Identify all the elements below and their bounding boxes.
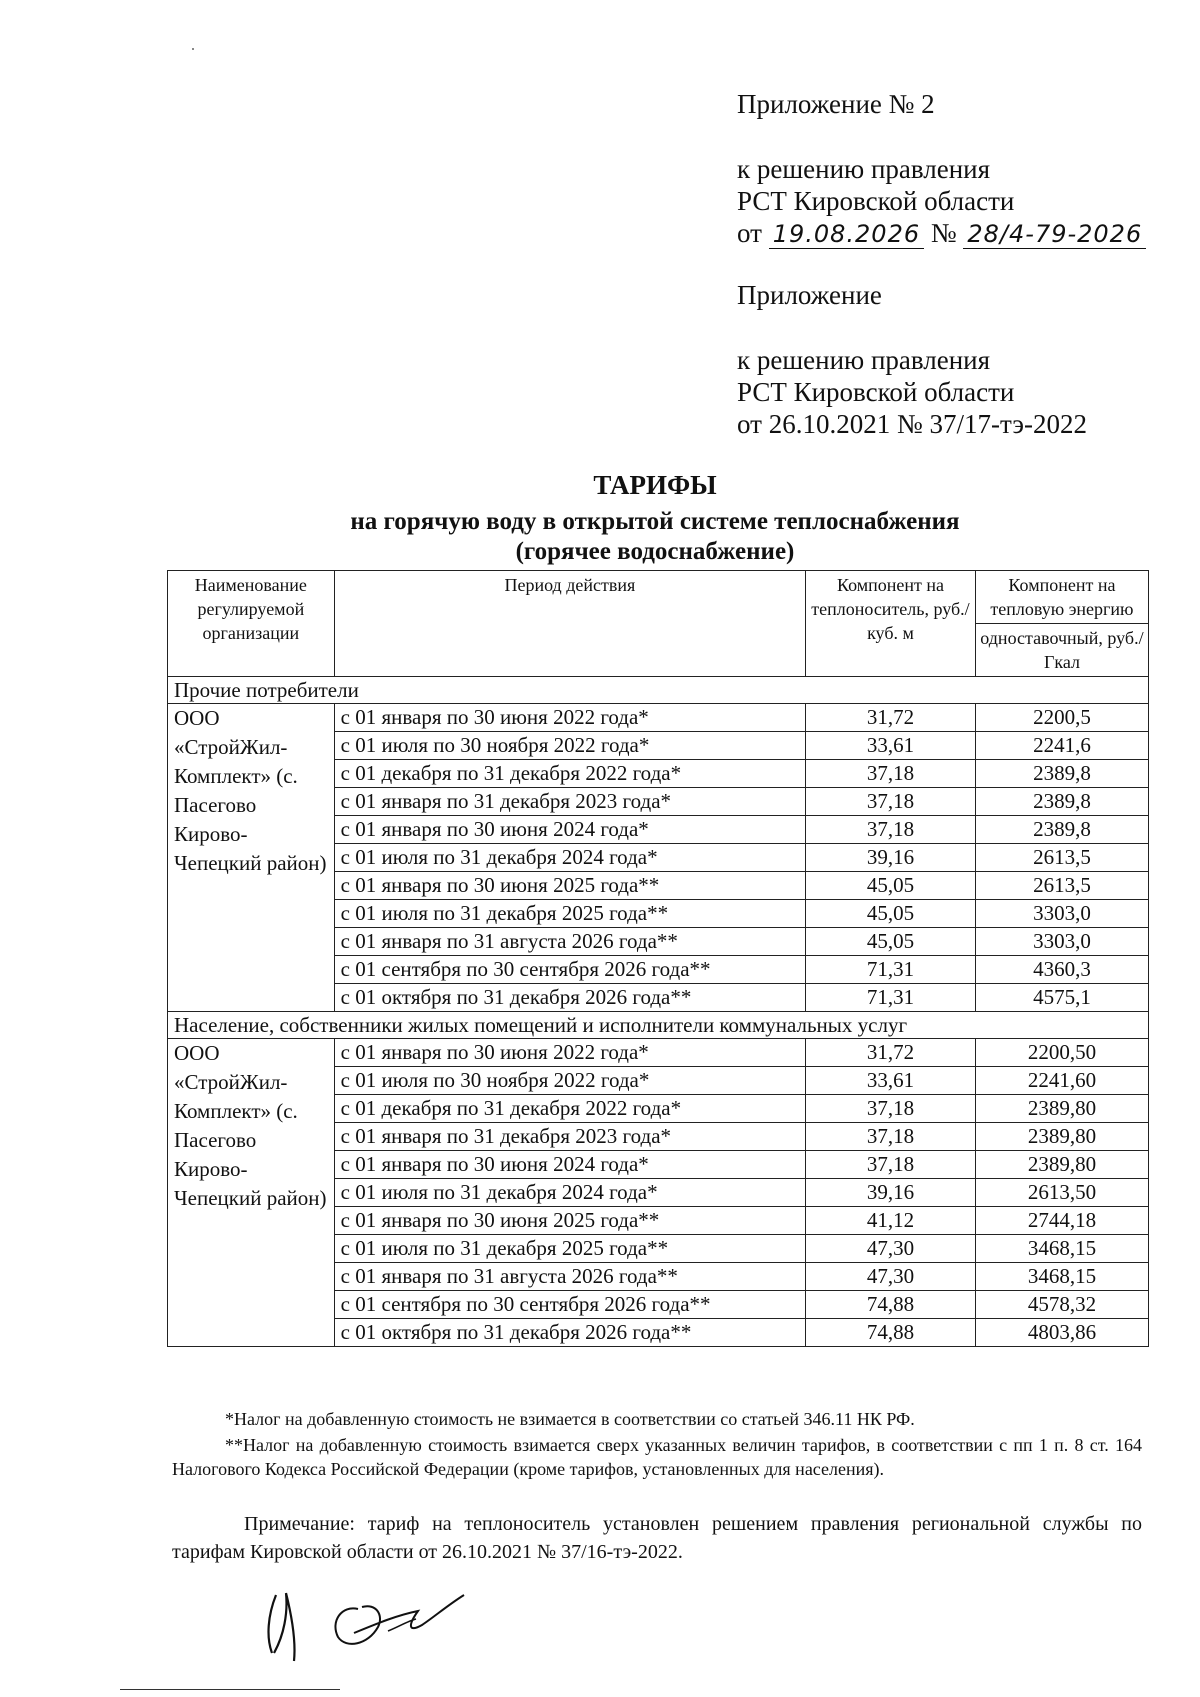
annex-original-line2: РСТ Кировской области	[737, 377, 1015, 407]
period-cell: с 01 января по 30 июня 2022 года*	[334, 1039, 805, 1067]
carrier-cell: 74,88	[806, 1319, 976, 1347]
header-org: Наименование регулируемой организации	[168, 571, 335, 677]
energy-cell: 4803,86	[975, 1319, 1148, 1347]
energy-cell: 2389,8	[975, 816, 1148, 844]
carrier-cell: 33,61	[806, 1067, 976, 1095]
table-row	[168, 704, 1149, 732]
period-cell: с 01 июля по 31 декабря 2024 года*	[334, 844, 805, 872]
annex-current-block	[737, 88, 1146, 249]
carrier-cell: 45,05	[806, 928, 976, 956]
period-cell: с 01 января по 31 августа 2026 года**	[334, 1263, 805, 1291]
energy-cell: 2389,80	[975, 1151, 1148, 1179]
period-cell: с 01 января по 31 декабря 2023 года*	[334, 788, 805, 816]
annex-original-title: Приложение	[737, 280, 882, 310]
period-cell: с 01 сентября по 30 сентября 2026 года**	[334, 956, 805, 984]
energy-cell: 4575,1	[975, 984, 1148, 1012]
annex-current-handwritten-number: 28/4-79-2026	[963, 220, 1146, 249]
energy-cell: 2613,50	[975, 1179, 1148, 1207]
energy-cell: 4578,32	[975, 1291, 1148, 1319]
group-label: Прочие потребители	[168, 677, 1149, 704]
carrier-cell: 33,61	[806, 732, 976, 760]
carrier-cell: 71,31	[806, 984, 976, 1012]
period-cell: с 01 июля по 31 декабря 2025 года**	[334, 1235, 805, 1263]
document-subtitle-1: на горячую воду в открытой системе теплоснабжения	[350, 508, 960, 535]
group-row	[168, 677, 1149, 704]
annex-current-line2: РСТ Кировской области	[737, 186, 1015, 216]
header-period: Период действия	[334, 571, 805, 677]
footnote-2: **Налог на добавленную стоимость взимается сверх указанных величин тарифов, в соответствии с пп 1 п. 8 ст. 164 Налогового Кодекса Российской Федерации (кроме тарифов, установленных для населения).	[172, 1435, 1142, 1479]
period-cell: с 01 июля по 31 декабря 2025 года**	[334, 900, 805, 928]
annex-original-line3: от 26.10.2021 № 37/17-тэ-2022	[737, 409, 1087, 439]
period-cell: с 01 октября по 31 декабря 2026 года**	[334, 1319, 805, 1347]
table-row	[168, 1039, 1149, 1067]
energy-cell: 2744,18	[975, 1207, 1148, 1235]
carrier-cell: 37,18	[806, 788, 976, 816]
annex-current-from-label: от	[737, 218, 762, 248]
carrier-cell: 37,18	[806, 1123, 976, 1151]
energy-cell: 2613,5	[975, 844, 1148, 872]
group-label: Население, собственники жилых помещений и исполнители коммунальных услуг	[168, 1012, 1149, 1039]
carrier-cell: 71,31	[806, 956, 976, 984]
carrier-cell: 37,18	[806, 760, 976, 788]
carrier-cell: 37,18	[806, 1151, 976, 1179]
period-cell: с 01 декабря по 31 декабря 2022 года*	[334, 760, 805, 788]
tariff-table	[167, 570, 1149, 1347]
energy-cell: 2389,8	[975, 760, 1148, 788]
energy-cell: 4360,3	[975, 956, 1148, 984]
period-cell: с 01 декабря по 31 декабря 2022 года*	[334, 1095, 805, 1123]
annex-current-handwritten-date: 19.08.2026	[769, 220, 924, 249]
header-energy-sub: одноставочный, руб./Гкал	[975, 624, 1148, 677]
energy-cell: 2389,80	[975, 1123, 1148, 1151]
period-cell: с 01 июля по 30 ноября 2022 года*	[334, 1067, 805, 1095]
period-cell: с 01 января по 31 декабря 2023 года*	[334, 1123, 805, 1151]
org-name: ООО «СтройЖил-Комплект» (с. Пасегово Кирово-Чепецкий район)	[168, 1039, 335, 1347]
table-header-row	[168, 571, 1149, 624]
period-cell: с 01 октября по 31 декабря 2026 года**	[334, 984, 805, 1012]
bottom-rule	[120, 1689, 340, 1690]
carrier-cell: 31,72	[806, 704, 976, 732]
document-subtitle-2: (горячее водоснабжение)	[515, 538, 795, 565]
carrier-cell: 39,16	[806, 1179, 976, 1207]
energy-cell: 3303,0	[975, 900, 1148, 928]
period-cell: с 01 января по 31 августа 2026 года**	[334, 928, 805, 956]
annex-current-line1: к решению правления	[737, 154, 991, 184]
energy-cell: 2389,80	[975, 1095, 1148, 1123]
energy-cell: 2241,6	[975, 732, 1148, 760]
carrier-cell: 47,30	[806, 1263, 976, 1291]
footnote-1: *Налог на добавленную стоимость не взимается в соответствии со статьей 346.11 НК РФ.	[225, 1409, 915, 1429]
period-cell: с 01 сентября по 30 сентября 2026 года**	[334, 1291, 805, 1319]
header-carrier: Компонент на теплоноситель, руб./куб. м	[806, 571, 976, 677]
annex-current-no-label: №	[930, 218, 957, 248]
carrier-cell: 37,18	[806, 1095, 976, 1123]
period-cell: с 01 января по 30 июня 2025 года**	[334, 872, 805, 900]
carrier-cell: 45,05	[806, 872, 976, 900]
energy-cell: 2200,50	[975, 1039, 1148, 1067]
period-cell: с 01 января по 30 июня 2022 года*	[334, 704, 805, 732]
group-row	[168, 1012, 1149, 1039]
carrier-cell: 45,05	[806, 900, 976, 928]
energy-cell: 3468,15	[975, 1235, 1148, 1263]
org-name: ООО «СтройЖил-Комплект» (с. Пасегово Кирово-Чепецкий район)	[168, 704, 335, 1012]
period-cell: с 01 января по 30 июня 2024 года*	[334, 816, 805, 844]
period-cell: с 01 января по 30 июня 2024 года*	[334, 1151, 805, 1179]
energy-cell: 3468,15	[975, 1263, 1148, 1291]
energy-cell: 3303,0	[975, 928, 1148, 956]
carrier-cell: 41,12	[806, 1207, 976, 1235]
carrier-cell: 37,18	[806, 816, 976, 844]
annex-current-title: Приложение № 2	[737, 89, 935, 119]
energy-cell: 2389,8	[975, 788, 1148, 816]
carrier-cell: 39,16	[806, 844, 976, 872]
energy-cell: 2613,5	[975, 872, 1148, 900]
period-cell: с 01 июля по 30 ноября 2022 года*	[334, 732, 805, 760]
scan-speck	[192, 48, 194, 50]
header-energy: Компонент на тепловую энергию	[975, 571, 1148, 624]
note-remark: Примечание: тариф на теплоноситель установлен решением правления региональной службы по тарифам Кировской области от 26.10.2021 № 37/16-тэ-2022.	[172, 1513, 1142, 1563]
energy-cell: 2241,60	[975, 1067, 1148, 1095]
annex-original-line1: к решению правления	[737, 345, 991, 375]
annex-original-block	[737, 279, 1087, 440]
handwritten-signature	[258, 1575, 488, 1665]
carrier-cell: 47,30	[806, 1235, 976, 1263]
period-cell: с 01 января по 30 июня 2025 года**	[334, 1207, 805, 1235]
carrier-cell: 74,88	[806, 1291, 976, 1319]
period-cell: с 01 июля по 31 декабря 2024 года*	[334, 1179, 805, 1207]
annex-current-date-line	[737, 217, 1146, 249]
carrier-cell: 31,72	[806, 1039, 976, 1067]
document-title: ТАРИФЫ	[593, 470, 717, 500]
energy-cell: 2200,5	[975, 704, 1148, 732]
